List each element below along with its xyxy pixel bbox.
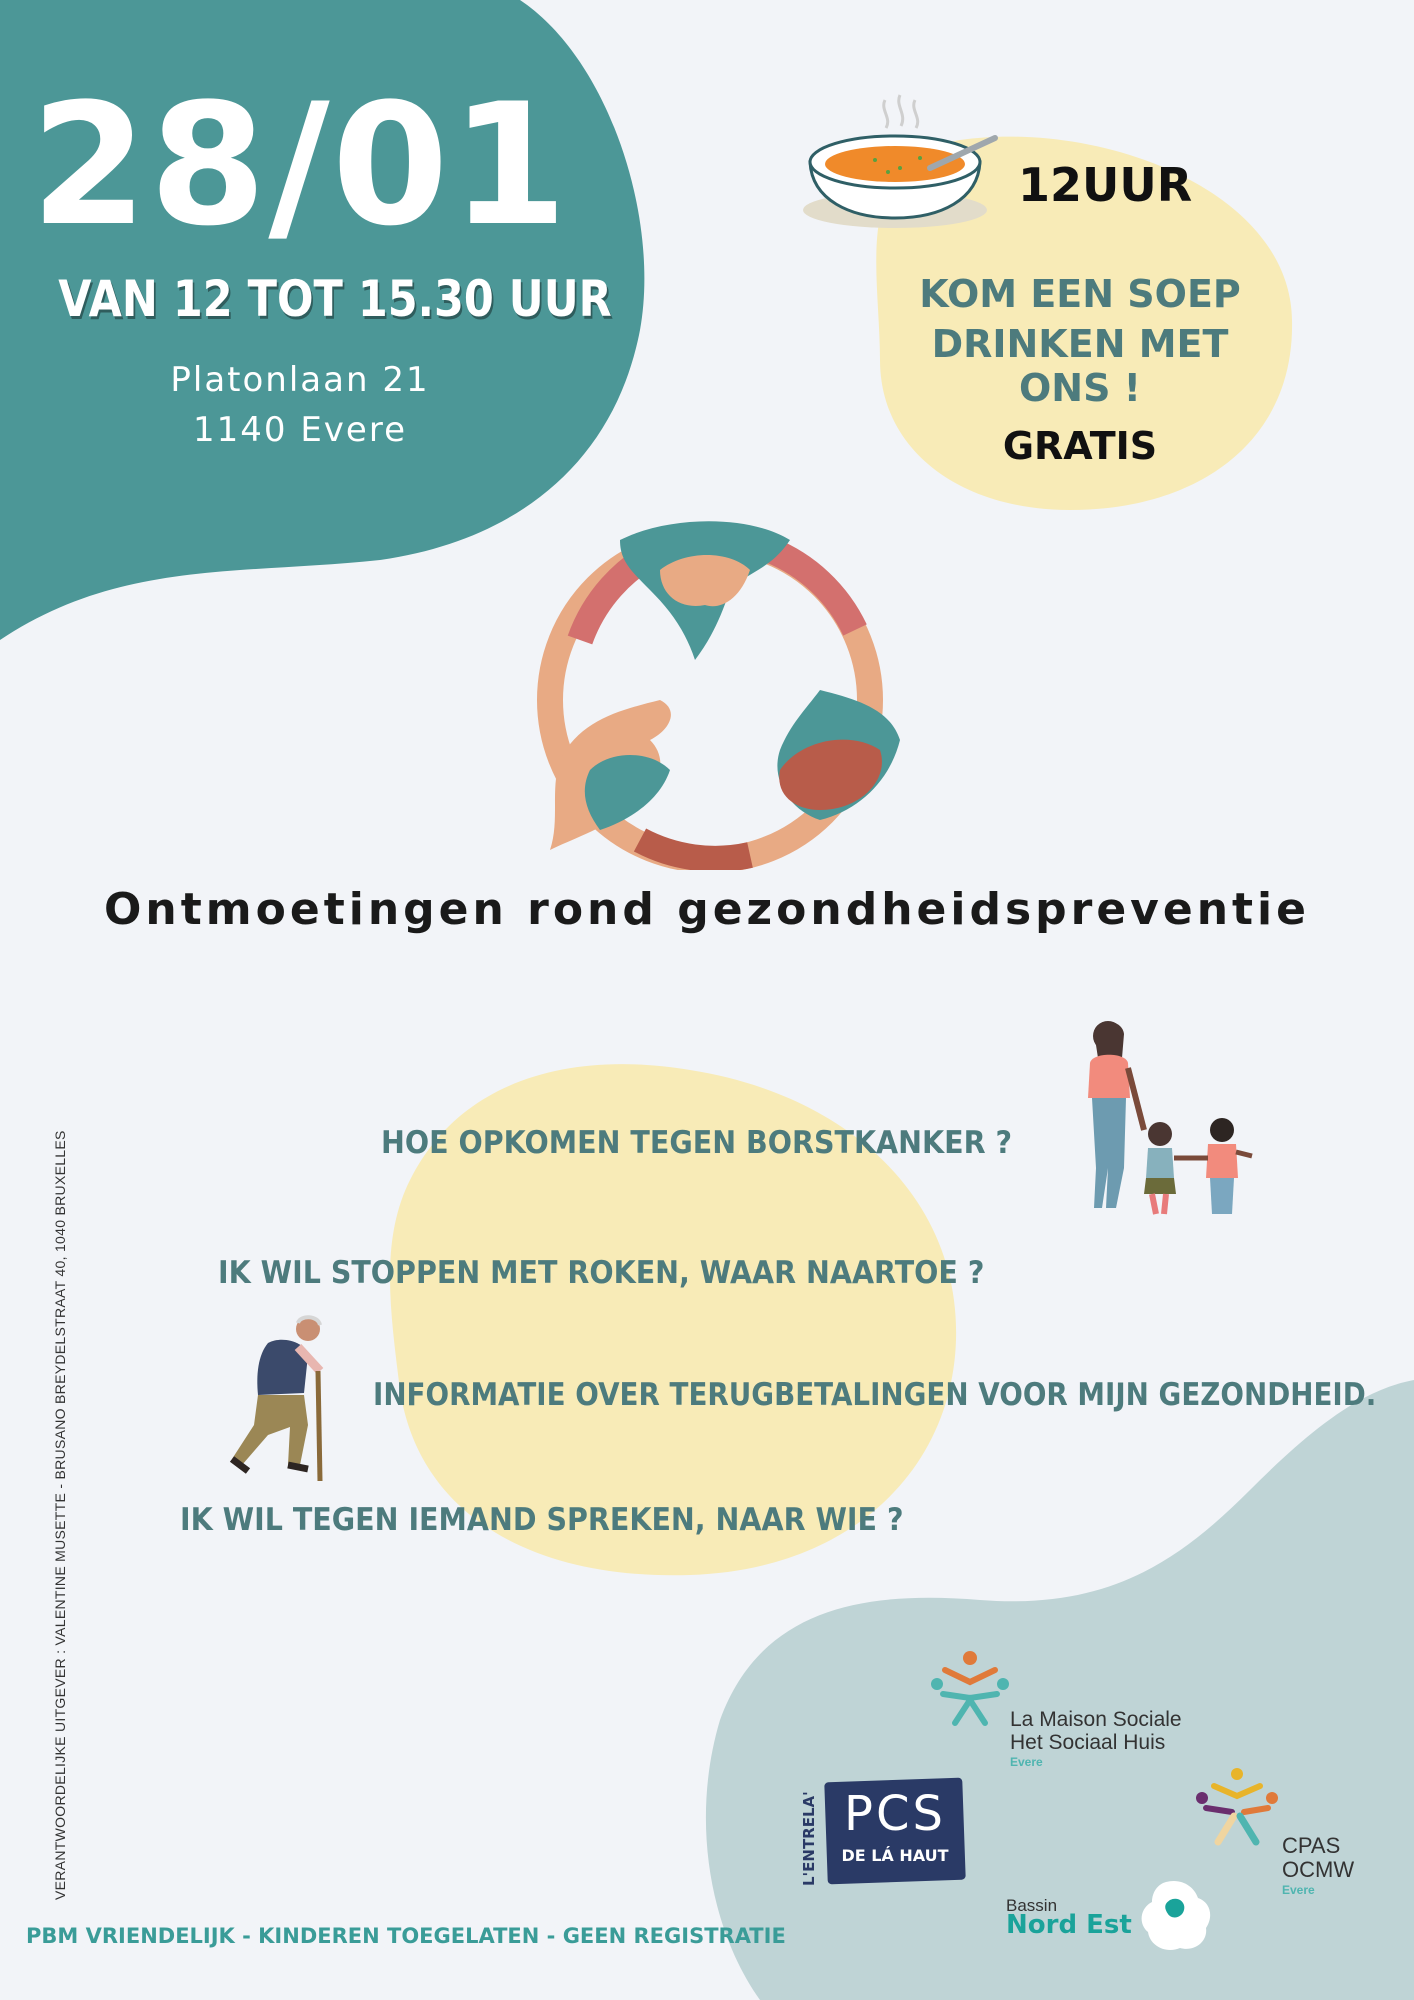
bassin-map-icon — [1136, 1876, 1216, 1956]
footer-info: PBM VRIENDELIJK - KINDEREN TOEGELATEN - GEEN REGISTRATIE — [26, 1924, 786, 1948]
cpas-logo-icon — [1192, 1766, 1282, 1846]
pcs-side: L'ENTRELA' — [800, 1791, 818, 1886]
soup-bowl-icon — [800, 90, 1010, 240]
event-time: VAN 12 TOT 15.30 UUR — [58, 270, 612, 328]
question-terugbetalingen: INFORMATIE OVER TERUGBETALINGEN VOOR MIJN GEZONDHEID. — [373, 1377, 1377, 1413]
soup-invite-line1: KOM EEN SOEP — [919, 272, 1241, 316]
soup-invite-line2: DRINKEN MET ONS ! — [931, 322, 1229, 410]
maison-sociale-logo-icon — [925, 1648, 1015, 1728]
hands-circle-illustration — [520, 510, 920, 870]
pcs-sub: DE LÁ HAUT — [841, 1846, 949, 1865]
elderly-man-illustration — [228, 1315, 328, 1485]
maison-sub: Evere — [1010, 1755, 1043, 1769]
question-spreken: IK WIL TEGEN IEMAND SPREKEN, NAAR WIE ? — [180, 1502, 904, 1538]
headline: Ontmoetingen rond gezondheidspreventie — [104, 884, 1310, 935]
cpas-sub: Evere — [1282, 1883, 1315, 1897]
bassin-line1: Bassin — [1006, 1896, 1058, 1915]
soup-price: GRATIS — [1002, 424, 1158, 468]
publisher-text: VERANTWOORDELIJKE UITGEVER : VALENTINE MUSETTE - BRUSANO BREYDELSTRAAT 40, 1040 BRUXELLES — [52, 1130, 68, 1900]
maison-line1: La Maison Sociale — [1010, 1708, 1182, 1731]
cpas-line1: CPAS — [1282, 1833, 1341, 1858]
pcs-main: PCS — [844, 1786, 946, 1842]
soup-hour: 12UUR — [1018, 158, 1193, 212]
address-line2: 1140 Evere — [192, 410, 407, 450]
question-roken: IK WIL STOPPEN MET ROKEN, WAAR NAARTOE ? — [218, 1255, 985, 1291]
mother-children-illustration — [1070, 1018, 1260, 1218]
cpas-line2: OCMW — [1282, 1857, 1355, 1882]
address-line1: Platonlaan 21 — [170, 360, 430, 400]
bassin-line2: Nord Est — [1006, 1910, 1132, 1940]
question-borstkanker: HOE OPKOMEN TEGEN BORSTKANKER ? — [381, 1125, 1013, 1161]
event-date: 28/01 — [30, 67, 570, 263]
maison-line2: Het Sociaal Huis — [1010, 1731, 1166, 1754]
